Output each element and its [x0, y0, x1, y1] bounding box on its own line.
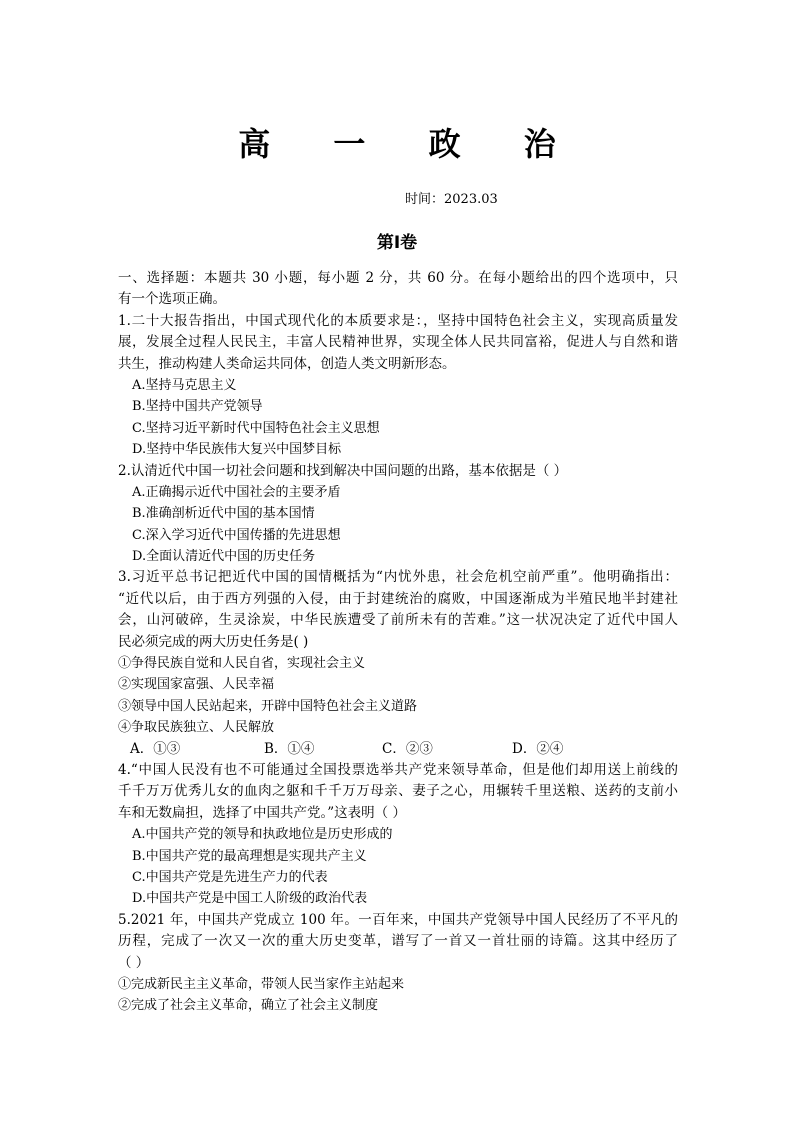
q1-stem-line2: 展，发展全过程人民民主，丰富人民精神世界，实现全体人民共同富裕，促进人与自然和谐 — [118, 334, 678, 351]
q2-option-b: B.准确剖析近代中国的基本国情 — [132, 506, 315, 522]
q4-option-b: B.中国共产党的最高理想是实现共产主义 — [132, 848, 367, 864]
exam-title: 高 一 政 治 — [238, 125, 582, 163]
q4-stem-line2: 千千万万优秀儿女的血肉之躯和千千万万母亲、妻子之心，用辗转千里送粮、送药的支前小 — [118, 783, 678, 800]
q3-choices — [118, 739, 678, 760]
q3-stem-line1: 3.习近平总书记把近代中国的国情概括为“内忧外患，社会危机空前严重”。他明确指出： — [118, 569, 678, 586]
q1-option-b: B.坚持中国共产党领导 — [132, 399, 263, 415]
q3-item-4: ④争取民族独立、人民解放 — [118, 720, 275, 736]
q3-stem-line4: 民必须完成的两大历史任务是( ) — [118, 633, 309, 650]
q3-choice-c: C．②③ — [382, 740, 433, 757]
q3-choice-d: D．②④ — [512, 740, 564, 757]
exam-content — [118, 268, 678, 1017]
q4-stem-line3: 车和无数扁担，选择了中国共产党。”这表明（ ） — [118, 804, 406, 821]
q2-stem-line1: 2.认清近代中国一切社会问题和找到解决中国问题的出路，基本依据是（ ） — [118, 462, 568, 479]
section-instruction-line1: 一、选择题：本题共 30 小题，每小题 2 分，共 60 分。在每小题给出的四个选项中，只 — [118, 270, 678, 286]
q1-option-c: C.坚持习近平新时代中国特色社会主义思想 — [132, 420, 380, 436]
q3-choice-a: A．①③ — [130, 740, 181, 757]
q4-stem-line1: 4.“中国人民没有也不可能通过全国投票选举共产党来领导革命，但是他们却用送上前线的 — [118, 761, 678, 778]
q3-choice-b: B．①④ — [264, 740, 315, 757]
exam-time: 时间：2023.03 — [405, 192, 498, 207]
q5-item-1: ①完成新民主主义革命，带领人民当家作主站起来 — [118, 976, 405, 992]
q1-stem-line1: 1.二十大报告指出，中国式现代化的本质要求是：，坚持中国特色社会主义，实现高质量发 — [118, 312, 678, 329]
q5-item-2: ②完成了社会主义革命，确立了社会主义制度 — [118, 998, 379, 1014]
q3-item-2: ②实现国家富强、人民幸福 — [118, 677, 275, 693]
q4-option-c: C.中国共产党是先进生产力的代表 — [132, 869, 328, 885]
q5-stem-line3: （ ） — [118, 954, 150, 971]
volume-heading: 第Ⅰ卷 — [376, 233, 418, 253]
q5-stem-line1: 5.2021 年，中国共产党成立 100 年。一百年来，中国共产党领导中国人民经历了不平凡的 — [118, 911, 678, 928]
q2-option-a: A.正确揭示近代中国社会的主要矛盾 — [132, 484, 341, 500]
q2-option-c: C.深入学习近代中国传播的先进思想 — [132, 527, 341, 543]
q5-stem-line2: 历程，完成了一次又一次的重大历史变革，谱写了一首又一首壮丽的诗篇。这其中经历了 — [118, 933, 678, 950]
q3-item-1: ①争得民族自觉和人民自省，实现社会主义 — [118, 656, 366, 672]
q1-stem-line3: 共生，推动构建人类命运共同体，创造人类文明新形态。 — [118, 355, 456, 372]
q2-option-d: D.全面认清近代中国的历史任务 — [132, 549, 316, 565]
q4-option-a: A.中国共产党的领导和执政地位是历史形成的 — [132, 827, 393, 843]
q1-option-d: D.坚持中华民族伟大复兴中国梦目标 — [132, 442, 342, 458]
section-instruction-line2: 有一个选项正确。 — [118, 291, 226, 308]
q4-option-d: D.中国共产党是中国工人阶级的政治代表 — [132, 891, 368, 907]
q3-stem-line2: “近代以后，由于西方列强的入侵，由于封建统治的腐败，中国逐渐成为半殖民地半封建社 — [118, 590, 678, 607]
q1-option-a: A.坚持马克思主义 — [132, 377, 237, 393]
q3-item-3: ③领导中国人民站起来，开辟中国特色社会主义道路 — [118, 698, 418, 714]
q3-stem-line3: 会，山河破碎，生灵涂炭，中华民族遭受了前所未有的苦难。”这一状况决定了近代中国人 — [118, 612, 678, 629]
